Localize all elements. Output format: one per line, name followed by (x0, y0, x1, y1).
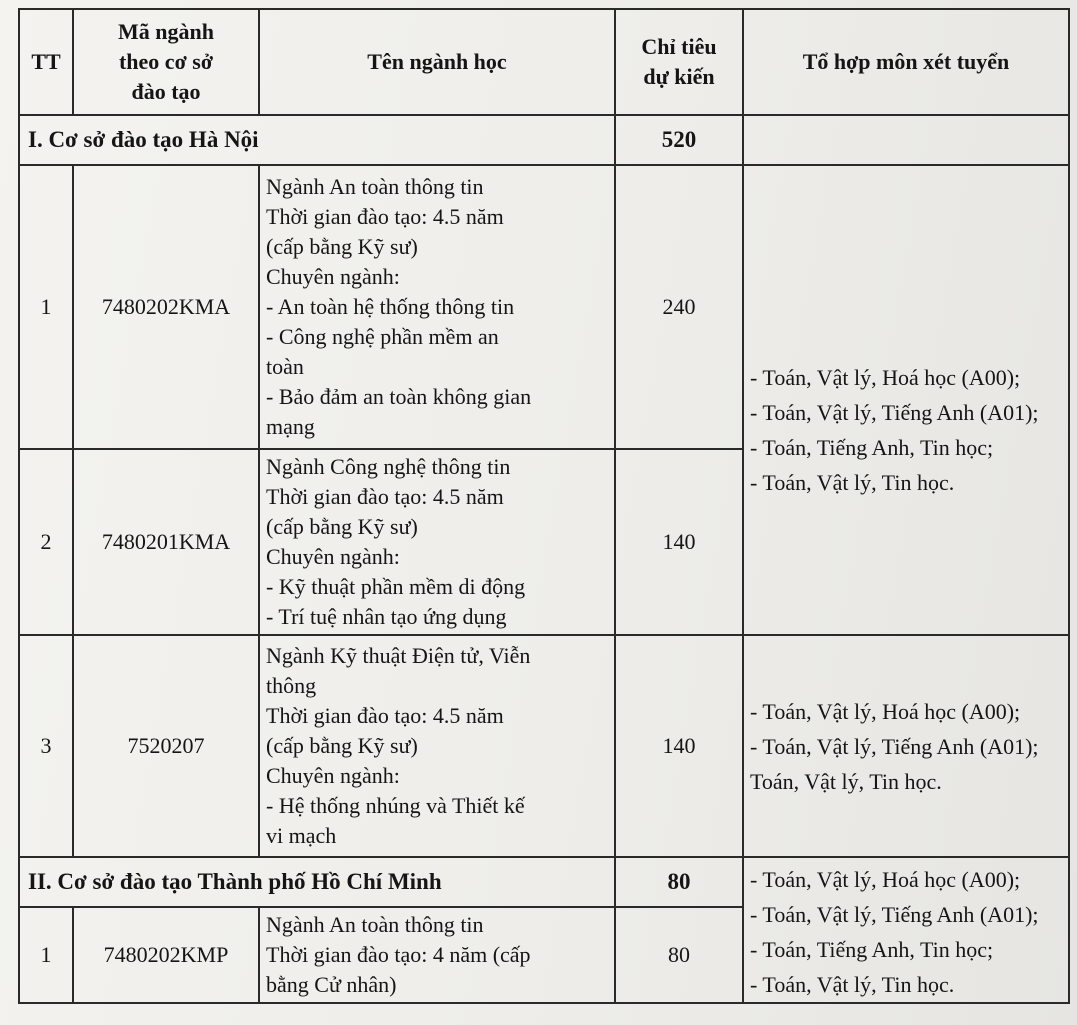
section-quota-hcm: 80 (615, 857, 743, 907)
major-code: 7480201KMA (73, 449, 259, 635)
major-code: 7480202KMA (73, 165, 259, 449)
subject-combinations: - Toán, Vật lý, Hoá học (A00); - Toán, Vật lý, Tiếng Anh (A01); - Toán, Tiếng Anh, Tin học; - Toán, Vật lý, Tin học. (743, 165, 1069, 635)
section-row-hcm (19, 857, 1069, 907)
admission-table (18, 8, 1070, 1004)
subject-combinations: - Toán, Vật lý, Hoá học (A00); - Toán, Vật lý, Tiếng Anh (A01); - Toán, Tiếng Anh, Tin học; - Toán, Vật lý, Tin học. (743, 857, 1069, 1003)
table-row (19, 635, 1069, 857)
section-quota-hanoi: 520 (615, 115, 743, 165)
header-subject-combination: Tổ hợp môn xét tuyển (743, 9, 1069, 115)
major-description: Ngành An toàn thông tin Thời gian đào tạo: 4.5 năm (cấp bằng Kỹ sư) Chuyên ngành: - An toàn hệ thống thông tin - Công nghệ phần mềm an toàn - Bảo đảm an toàn không gian mạng (259, 165, 615, 449)
major-description: Ngành Công nghệ thông tin Thời gian đào tạo: 4.5 năm (cấp bằng Kỹ sư) Chuyên ngành: - Kỹ thuật phần mềm di động - Trí tuệ nhân tạo ứng dụng (259, 449, 615, 635)
major-quota: 140 (615, 635, 743, 857)
header-tt: TT (19, 9, 73, 115)
section-label-hanoi: I. Cơ sở đào tạo Hà Nội (19, 115, 615, 165)
major-description: Ngành An toàn thông tin Thời gian đào tạo: 4 năm (cấp bằng Cử nhân) (259, 907, 615, 1003)
header-major-code: Mã ngành theo cơ sở đào tạo (73, 9, 259, 115)
major-quota: 140 (615, 449, 743, 635)
table-header-row (19, 9, 1069, 115)
section-label-hcm: II. Cơ sở đào tạo Thành phố Hồ Chí Minh (19, 857, 615, 907)
row-number: 2 (19, 449, 73, 635)
row-number: 1 (19, 907, 73, 1003)
table-row (19, 165, 1069, 449)
header-major-name: Tên ngành học (259, 9, 615, 115)
major-quota: 240 (615, 165, 743, 449)
section-combo-empty (743, 115, 1069, 165)
major-code: 7480202KMP (73, 907, 259, 1003)
row-number: 3 (19, 635, 73, 857)
major-quota: 80 (615, 907, 743, 1003)
section-row-hanoi (19, 115, 1069, 165)
major-description: Ngành Kỹ thuật Điện tử, Viễn thông Thời gian đào tạo: 4.5 năm (cấp bằng Kỹ sư) Chuyên ngành: - Hệ thống nhúng và Thiết kế vi mạch (259, 635, 615, 857)
row-number: 1 (19, 165, 73, 449)
major-code: 7520207 (73, 635, 259, 857)
subject-combinations: - Toán, Vật lý, Hoá học (A00); - Toán, Vật lý, Tiếng Anh (A01); Toán, Vật lý, Tin học. (743, 635, 1069, 857)
header-quota: Chỉ tiêu dự kiến (615, 9, 743, 115)
